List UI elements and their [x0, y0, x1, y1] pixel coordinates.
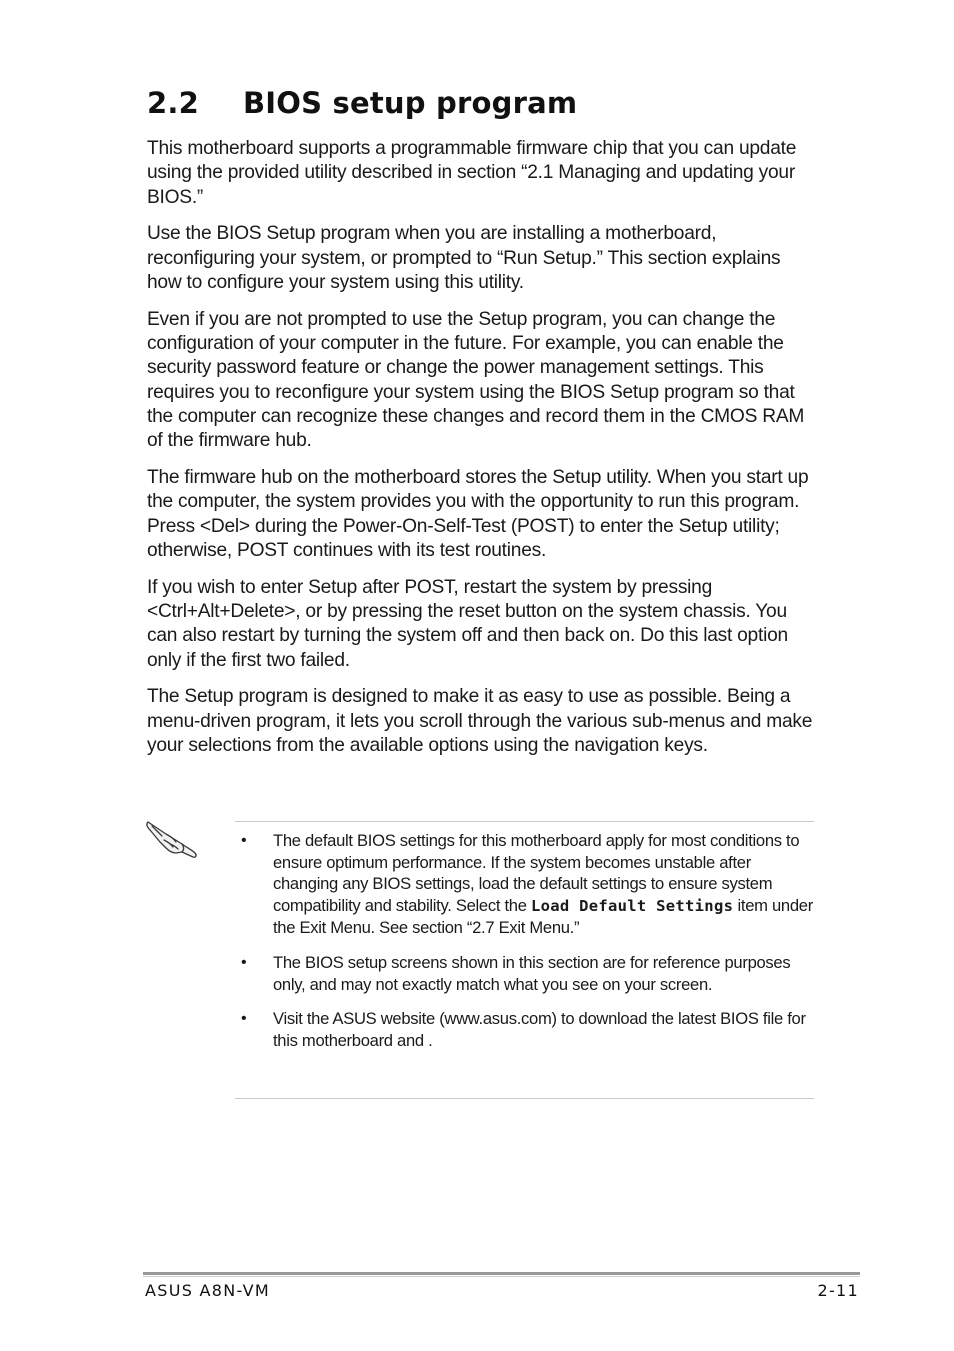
paragraph: The Setup program is designed to make it as easy to use as possible. Being a menu-driven program, it lets you scroll through the various sub-menus and make your selections from the available options using the navigation keys.: [147, 686, 813, 757]
note-box: [235, 821, 814, 1099]
note-item: [235, 952, 814, 995]
note-list: [235, 830, 814, 1064]
hand-note-icon: [142, 814, 202, 860]
note-item: [235, 830, 814, 939]
menu-item-reference: Load Default Settings: [530, 896, 734, 915]
paragraph: The firmware hub on the motherboard stores the Setup utility. When you start up the computer, the system provides you with the opportunity to run this program. Press <Del> during the Power-On-Self-Test (POST) to enter the Setup utility; otherwise, POST continues with its test routines.: [147, 467, 809, 561]
note-text: item under the Exit Menu. See section “2.7 Exit Menu.”: [273, 895, 813, 938]
note-text: Visit the ASUS website (www.asus.com) to download the latest BIOS file for this motherboard and .: [273, 1009, 806, 1050]
paragraph: Use the BIOS Setup program when you are installing a motherboard, reconfiguring your system, or prompted to “Run Setup.” This section explains how to configure your system using this utility.: [147, 223, 781, 293]
footer-page-number: 2-11: [817, 1281, 859, 1300]
note-text: The default BIOS settings for this motherboard apply for most conditions to ensure optimum performance. If the system becomes unstable after changing any BIOS settings, load the default settings to ensure system compatibility and stability. Select the: [273, 831, 800, 915]
paragraph: Even if you are not prompted to use the Setup program, you can change the configuration of your computer in the future. For example, you can enable the security password feature or change the power management settings. This requires you to reconfigure your system using the BIOS Setup program so that the computer can recognize these changes and record them in the CMOS RAM of the firmware hub.: [147, 308, 805, 452]
footer-rule-thin: [143, 1276, 860, 1277]
bullet: •: [241, 832, 247, 849]
footer-rule: [143, 1272, 860, 1275]
paragraph: This motherboard supports a programmable firmware chip that you can update using the provided utility described in section “2.1 Managing and updating your BIOS.”: [147, 138, 797, 208]
footer-product-name: ASUS A8N-VM: [145, 1281, 271, 1300]
bullet: •: [241, 1010, 247, 1028]
paragraph: If you wish to enter Setup after POST, restart the system by pressing <Ctrl+Alt+Delete>, or by pressing the reset button on the system chassis. You can also restart by turning the system off and then back on. Do this last option only if the first two failed.: [147, 576, 788, 671]
body-text: [147, 137, 815, 771]
bullet: •: [241, 953, 247, 971]
section-title: BIOS setup program: [243, 86, 578, 120]
note-item: [235, 1008, 814, 1051]
section-heading: [147, 86, 577, 120]
section-number: 2.2: [147, 86, 199, 120]
note-text: The BIOS setup screens shown in this section are for reference purposes only, and may not exactly match what you see on your screen.: [273, 952, 791, 994]
